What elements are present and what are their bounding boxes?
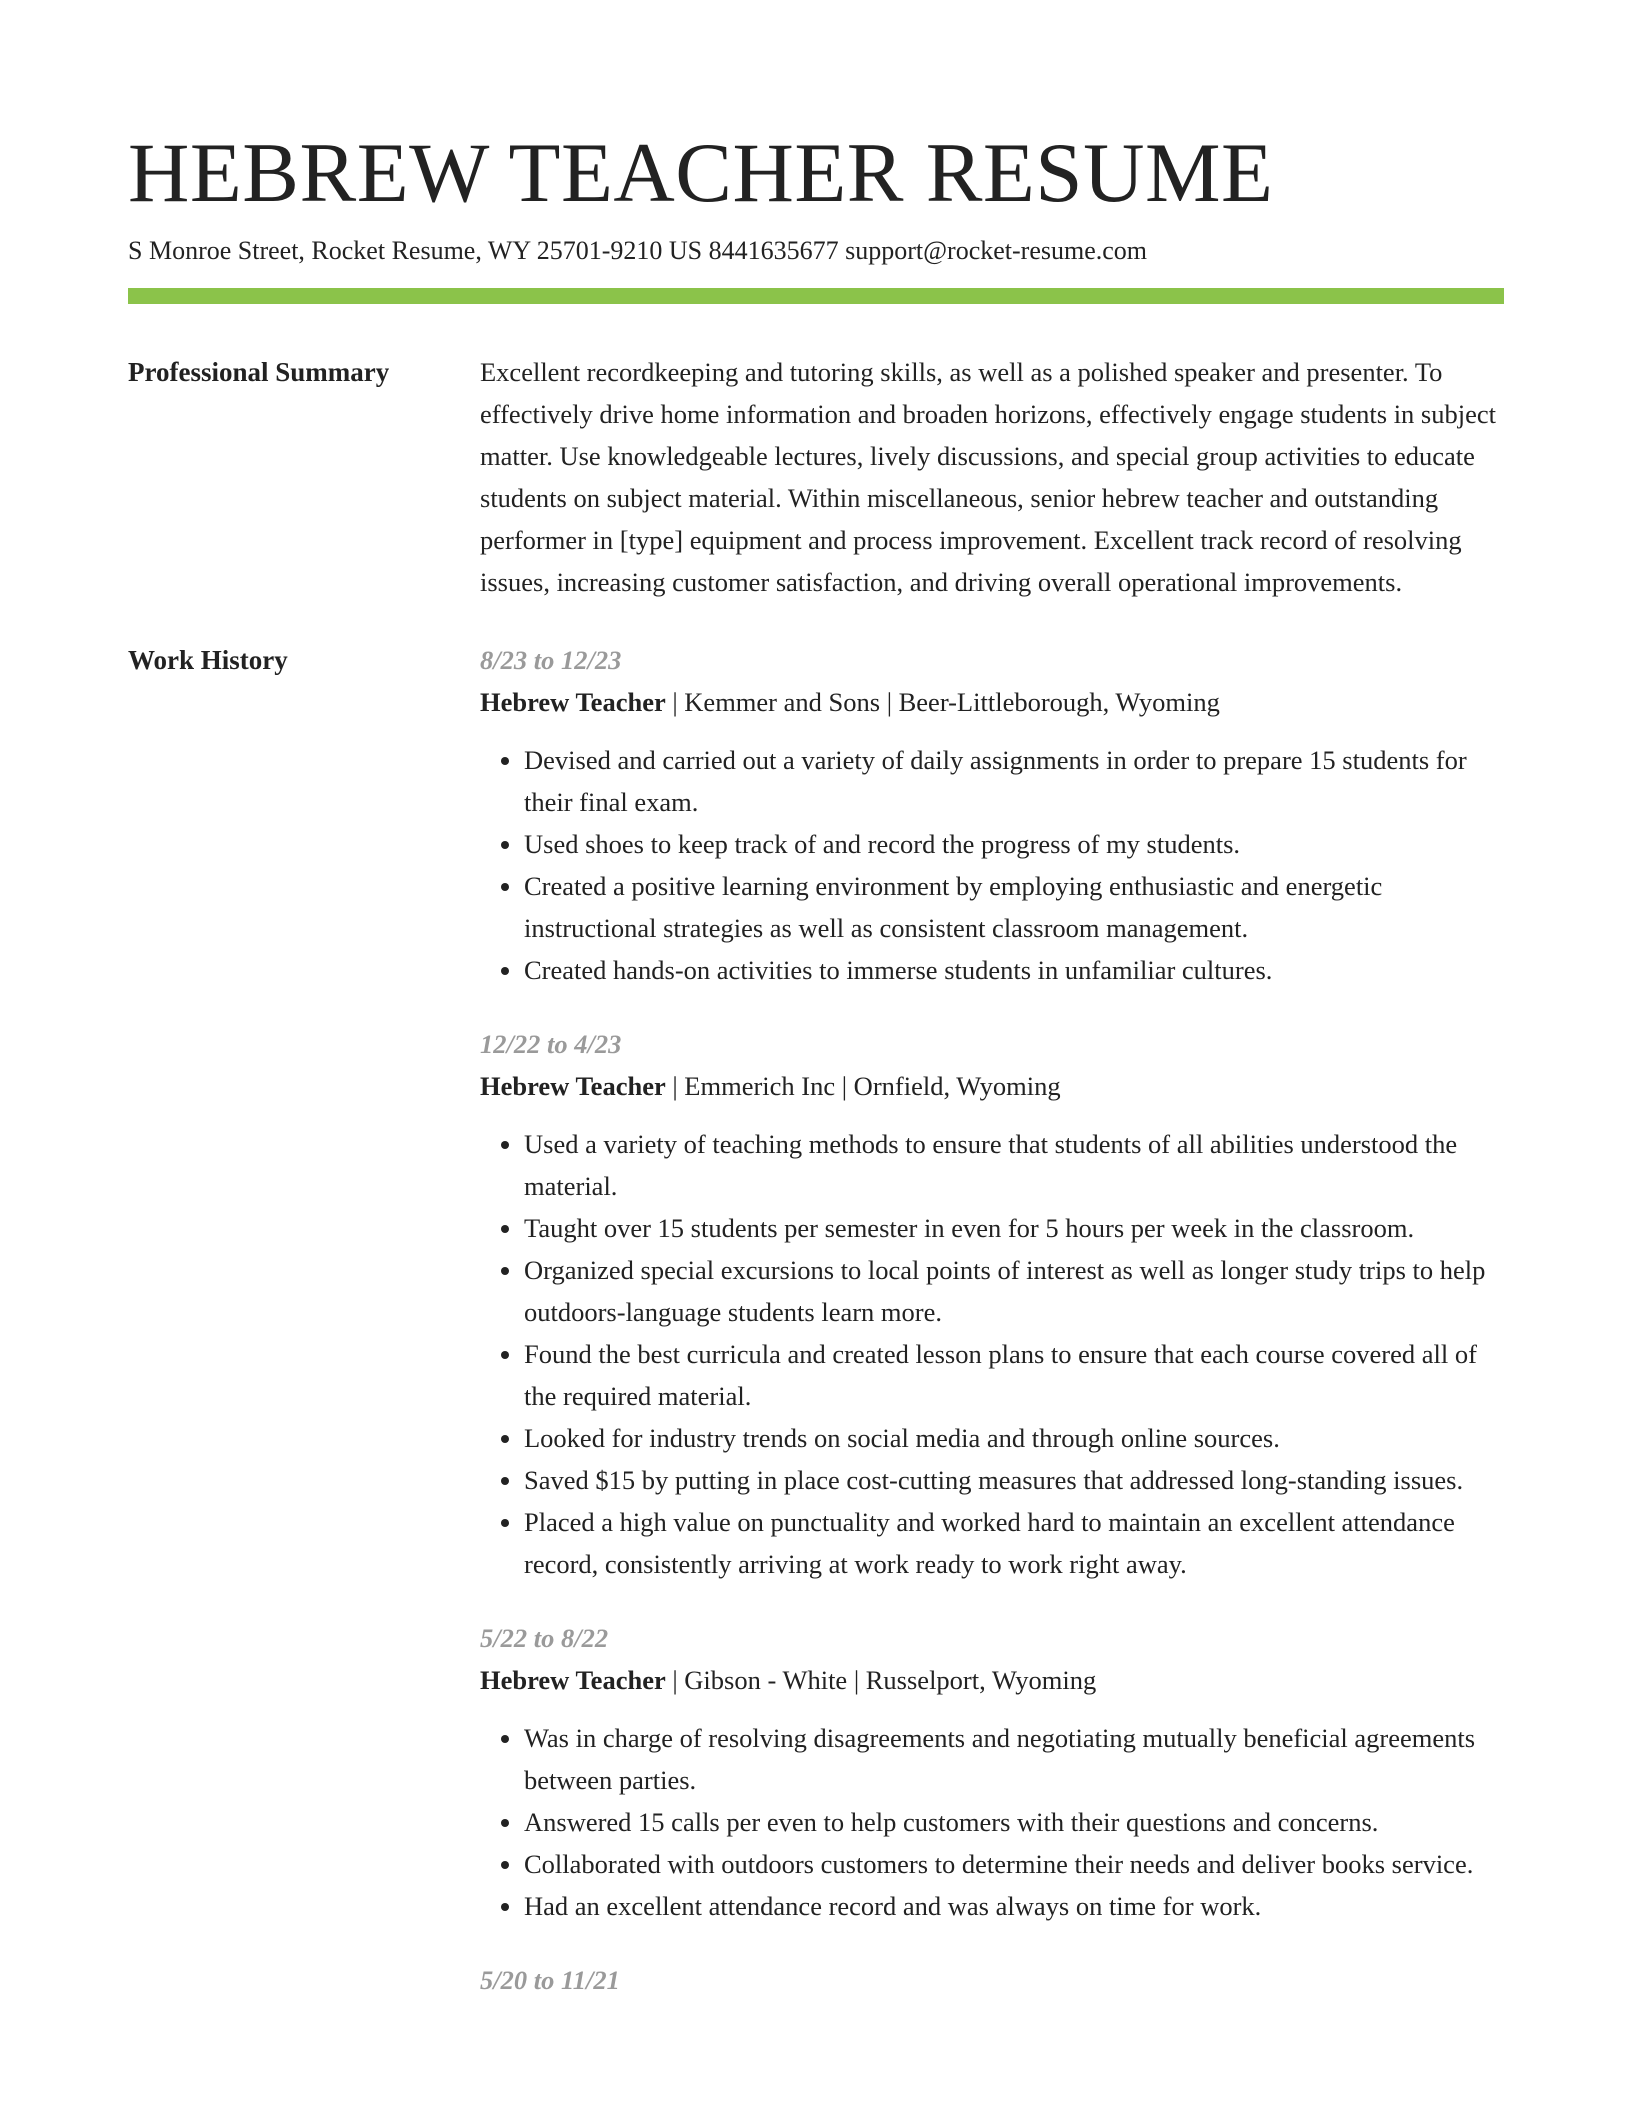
contact-info: S Monroe Street, Rocket Resume, WY 25701-9210 US 8441635677 support@rocket-resume.com bbox=[128, 236, 1148, 265]
responsibility-item: • Looked for industry trends on social media and through online sources. bbox=[524, 1417, 1504, 1459]
job-title: Hebrew Teacher bbox=[480, 1071, 666, 1101]
page-title: HEBREW TEACHER RESUME bbox=[128, 126, 1274, 220]
job-title: Hebrew Teacher bbox=[480, 1665, 666, 1695]
summary-heading: Professional Summary bbox=[128, 357, 390, 387]
responsibility-item: • Used a variety of teaching methods to ensure that students of all abilities understood the material. bbox=[524, 1123, 1504, 1207]
responsibility-item: • Was in charge of resolving disagreements and negotiating mutually beneficial agreements between parties. bbox=[524, 1717, 1504, 1801]
work-history-section bbox=[128, 639, 1504, 2033]
responsibility-item: • Organized special excursions to local points of interest as well as longer study trips to help outdoors-language students learn more. bbox=[524, 1249, 1504, 1333]
responsibility-item: • Collaborated with outdoors customers to determine their needs and deliver books service. bbox=[524, 1843, 1504, 1885]
responsibility-item: • Devised and carried out a variety of daily assignments in order to prepare 15 students for their final exam. bbox=[524, 739, 1504, 823]
job-entry bbox=[480, 1959, 1504, 2001]
job-heading bbox=[480, 1065, 1504, 1107]
job-dates: 8/23 to 12/23 bbox=[480, 645, 622, 675]
responsibility-item: • Used shoes to keep track of and record the progress of my students. bbox=[524, 823, 1504, 865]
job-list-container bbox=[480, 639, 1504, 2033]
job-entry bbox=[480, 1617, 1504, 1927]
job-title: Hebrew Teacher bbox=[480, 687, 666, 717]
header-divider bbox=[128, 288, 1504, 304]
job-entry bbox=[480, 639, 1504, 991]
summary-section bbox=[128, 351, 1504, 603]
job-dates: 5/20 to 11/21 bbox=[480, 1965, 620, 1995]
responsibility-item: • Created hands-on activities to immerse students in unfamiliar cultures. bbox=[524, 949, 1504, 991]
job-company-location: | Gibson - White | Russelport, Wyoming bbox=[665, 1665, 1097, 1695]
summary-text: Excellent recordkeeping and tutoring skills, as well as a polished speaker and presenter. To effectively drive home information and broaden horizons, effectively engage students in subject matter. Use knowledgeable lectures, lively discussions, and special group activities to educate students on subject material. Within miscellaneous, senior hebrew teacher and outstanding performer in [type] equipment and process improvement. Excellent track record of resolving issues, increasing customer satisfaction, and driving overall operational improvements. bbox=[480, 357, 1496, 597]
job-company-location: | Kemmer and Sons | Beer-Littleborough, Wyoming bbox=[665, 687, 1220, 717]
resume-page bbox=[128, 0, 1504, 2033]
job-entry bbox=[480, 1023, 1504, 1585]
job-responsibilities bbox=[480, 1717, 1504, 1927]
responsibility-item: • Taught over 15 students per semester in even for 5 hours per week in the classroom. bbox=[524, 1207, 1504, 1249]
responsibility-item: • Placed a high value on punctuality and worked hard to maintain an excellent attendance record, consistently arriving at work ready to work right away. bbox=[524, 1501, 1504, 1585]
job-heading bbox=[480, 681, 1504, 723]
job-heading bbox=[480, 1659, 1504, 1701]
job-dates: 5/22 to 8/22 bbox=[480, 1623, 609, 1653]
responsibility-item: • Answered 15 calls per even to help customers with their questions and concerns. bbox=[524, 1801, 1504, 1843]
responsibility-item: • Had an excellent attendance record and was always on time for work. bbox=[524, 1885, 1504, 1927]
job-responsibilities bbox=[480, 1123, 1504, 1585]
responsibility-item: • Found the best curricula and created lesson plans to ensure that each course covered all of the required material. bbox=[524, 1333, 1504, 1417]
responsibility-item: • Created a positive learning environment by employing enthusiastic and energetic instructional strategies as well as consistent classroom management. bbox=[524, 865, 1504, 949]
job-company-location: | Emmerich Inc | Ornfield, Wyoming bbox=[665, 1071, 1061, 1101]
job-responsibilities bbox=[480, 739, 1504, 991]
work-history-heading: Work History bbox=[128, 645, 288, 675]
responsibility-item: • Saved $15 by putting in place cost-cutting measures that addressed long-standing issues. bbox=[524, 1459, 1504, 1501]
job-dates: 12/22 to 4/23 bbox=[480, 1029, 622, 1059]
